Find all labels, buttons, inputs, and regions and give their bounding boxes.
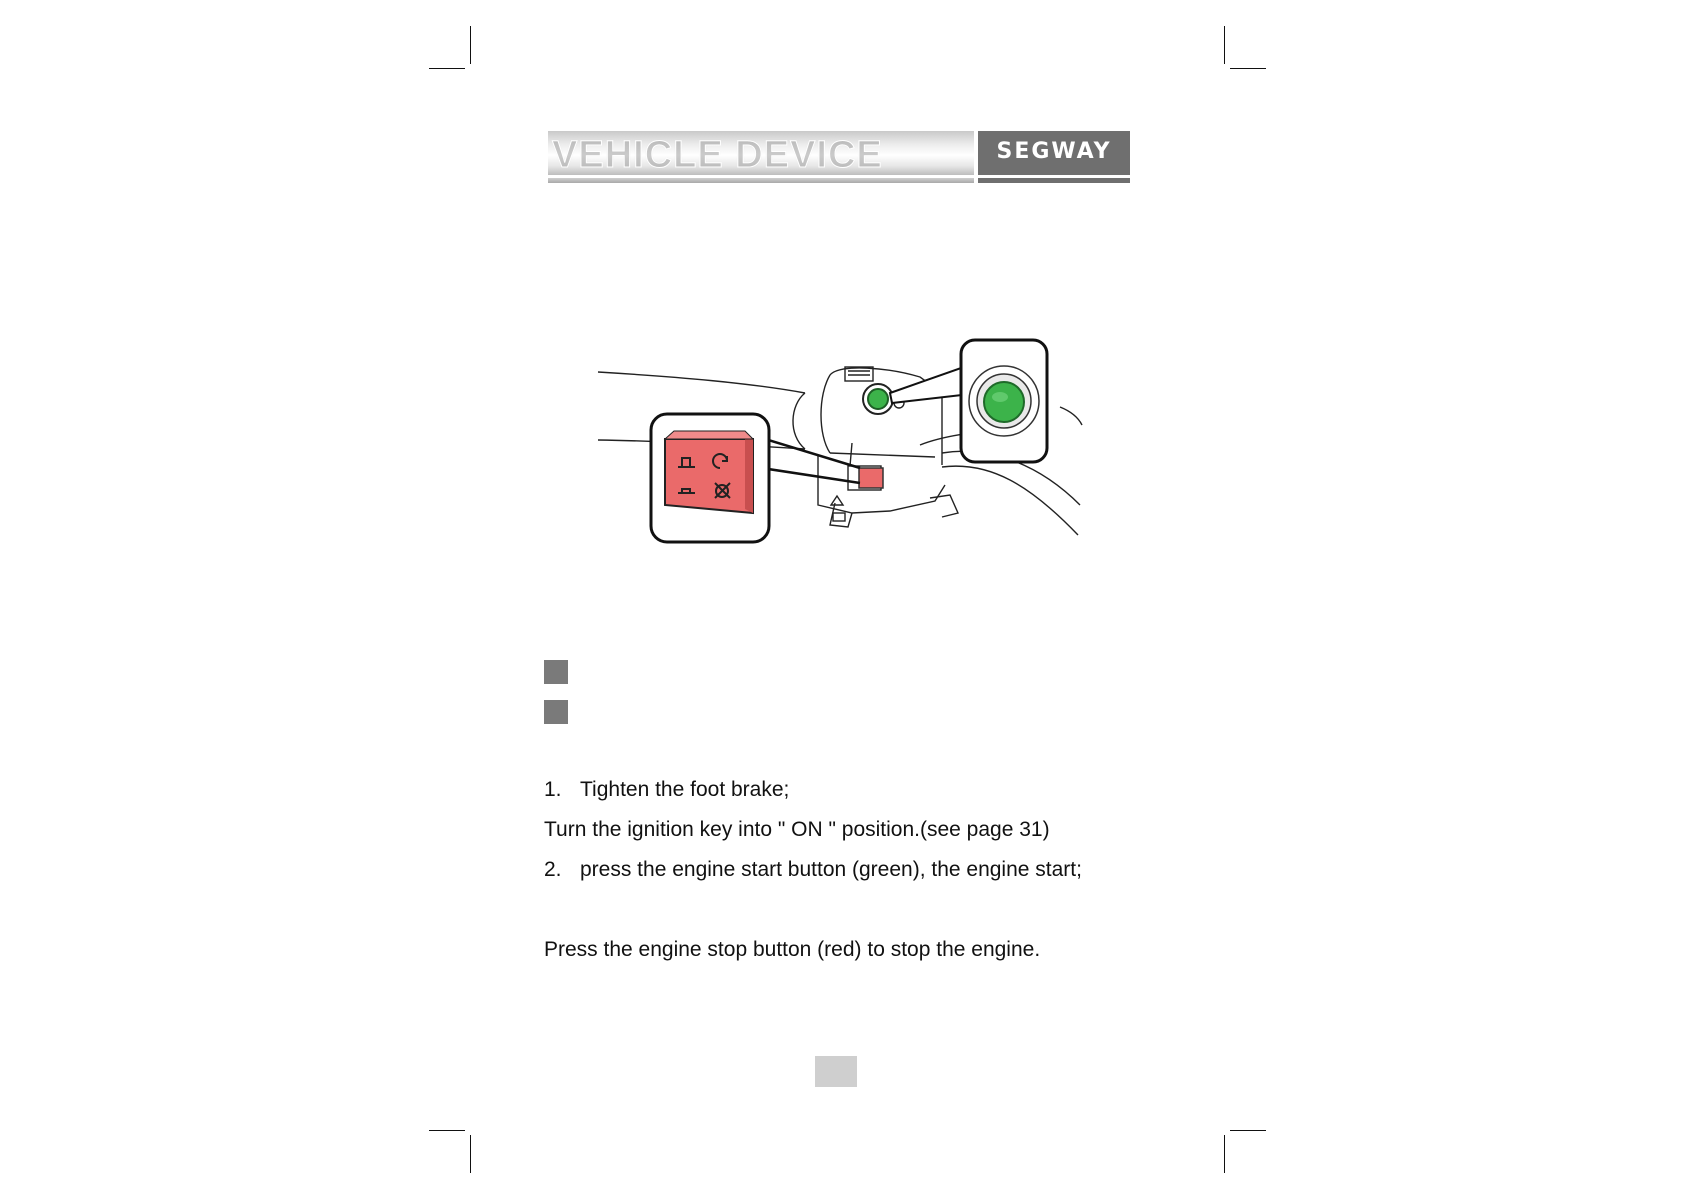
step-1-number: 1. [544,778,562,801]
crop-mark-bottom-right-v [1224,1135,1225,1173]
crop-mark-bottom-left-h [429,1130,465,1131]
section-title-banner [548,131,974,175]
header-underline-right [978,178,1130,183]
header-underline-left [548,178,974,183]
step-2-number: 2. [544,858,562,881]
page-header [548,131,1130,184]
bullet-marker-2 [544,700,568,724]
bullet-square [544,700,568,724]
crop-mark-top-left-v [470,26,471,64]
step-1 [544,778,789,802]
step-1-text: Tighten the foot brake; [580,778,790,801]
brand-logo: SEGWAY [996,139,1112,164]
crop-mark-top-right-h [1230,68,1266,69]
section-title: VEHICLE DEVICE [552,134,883,176]
bullet-marker-1 [544,660,568,684]
stop-instruction: Press the engine stop button (red) to stop the engine. [544,938,1041,961]
bullet-square [544,660,568,684]
crop-mark-top-right-v [1224,26,1225,64]
crop-mark-top-left-h [429,68,465,69]
step-2-text: press the engine start button (green), the engine start; [580,858,1082,881]
ignition-instruction: Turn the ignition key into " ON " position.(see page 31) [544,818,1050,841]
brand-banner [978,131,1130,175]
start-button-icon [984,382,1024,422]
step-2 [544,858,1082,882]
stop-button-small [859,468,883,488]
crop-mark-bottom-right-h [1230,1130,1266,1131]
crop-mark-bottom-left-v [470,1135,471,1173]
handlebar-switch-illustration [590,335,1090,565]
page-number-box [815,1056,857,1087]
